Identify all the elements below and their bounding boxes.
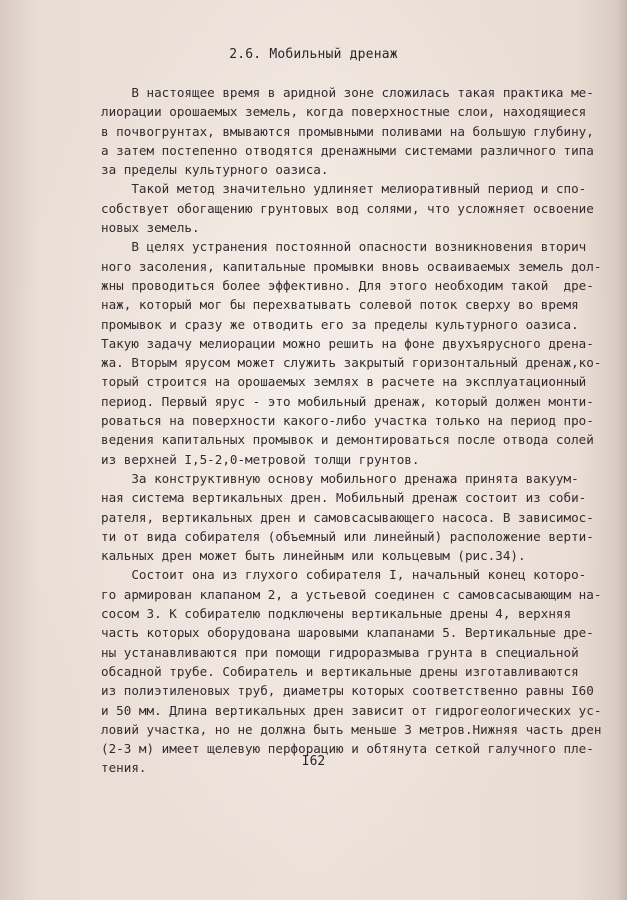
text-line: за пределы культурного оазиса. bbox=[101, 162, 329, 178]
text-line: го армирован клапаном 2, а устьевой соединен с самовсасывающим на- bbox=[101, 586, 602, 602]
text-line: ти от вида собирателя (объемный или линейный) расположение верти- bbox=[101, 528, 594, 544]
text-line: кальных дрен может быть линейным или кольцевым (рис.34). bbox=[101, 548, 526, 564]
text-line: Состоит она из глухого собирателя I, начальный конец которо- bbox=[101, 567, 587, 583]
text-line: из полиэтиленовых труб, диаметры которых соответственно равны I60 bbox=[101, 683, 594, 699]
text-line: торый строится на орошаемых землях в расчете на эксплуатационный bbox=[101, 374, 587, 390]
text-line: в почвогрунтах, вмываются промывными поливами на большую глубину, bbox=[101, 123, 594, 139]
section-heading: 2.6. Мобильный дренаж bbox=[229, 47, 398, 62]
text-line: ны устанавливаются при помощи гидроразмыва грунта в специальной bbox=[101, 644, 579, 660]
text-line: жа. Вторым ярусом может служить закрытый горизонтальный дренаж,ко- bbox=[101, 355, 602, 371]
text-line: ного засоления, капитальные промывки вновь осваиваемых земель дол- bbox=[101, 258, 602, 274]
text-line: часть которых оборудована шаровыми клапанами 5. Вертикальные дре- bbox=[101, 625, 594, 641]
text-line: наж, который мог бы перехватывать солевой поток сверху во время bbox=[101, 297, 579, 313]
text-line: обсадной трубе. Собиратель и вертикальные дрены изготавливаются bbox=[101, 663, 579, 679]
text-line: жны проводиться более эффективно. Для этого необходим такой дре- bbox=[101, 277, 594, 293]
text-line: ловий участка, но не должна быть меньше 3 метров.Нижняя часть дрен bbox=[101, 721, 602, 737]
text-line: ная система вертикальных дрен. Мобильный дренаж состоит из соби- bbox=[101, 490, 587, 506]
text-line: сосом 3. К собирателю подключены вертикальные дрены 4, верхняя bbox=[101, 606, 572, 622]
text-line: новых земель. bbox=[101, 220, 200, 236]
text-line: тения. bbox=[101, 760, 147, 776]
text-line: из верхней I,5-2,0-метровой толщи грунтов. bbox=[101, 451, 420, 467]
text-line: В целях устранения постоянной опасности возникновения вторич bbox=[101, 239, 587, 255]
text-line: собствует обогащению грунтовых вод солями, что усложняет освоение bbox=[101, 200, 594, 216]
body-text bbox=[101, 83, 602, 778]
text-line: Такую задачу мелиорации можно решить на фоне двухъярусного дрена- bbox=[101, 335, 594, 351]
text-line: рателя, вертикальных дрен и самовсасывающего насоса. В зависимос- bbox=[101, 509, 594, 525]
text-line: период. Первый ярус - это мобильный дренаж, который должен монти- bbox=[101, 393, 594, 409]
text-line: За конструктивную основу мобильного дренажа принята вакуум- bbox=[101, 470, 579, 486]
text-line: (2-3 м) имеет щелевую перфорацию и обтянута сеткой галучного пле- bbox=[101, 741, 594, 757]
text-line: роваться на поверхности какого-либо участка только на период про- bbox=[101, 413, 594, 429]
page-number: I62 bbox=[301, 754, 326, 769]
text-line: и 50 мм. Длина вертикальных дрен зависит от гидрогеологических ус- bbox=[101, 702, 602, 718]
text-line: промывок и сразу же отводить его за пределы культурного оазиса. bbox=[101, 316, 579, 332]
text-line: В настоящее время в аридной зоне сложилась такая практика ме- bbox=[101, 85, 594, 100]
text-line: ведения капитальных промывок и демонтироваться после отвода солей bbox=[101, 432, 594, 448]
text-line: а затем постепенно отводятся дренажными системами различного типа bbox=[101, 142, 594, 158]
text-line: Такой метод значительно удлиняет мелиоративный период и спо- bbox=[101, 181, 587, 197]
text-line: лиорации орошаемых земель, когда поверхностные слои, находящиеся bbox=[101, 104, 587, 120]
